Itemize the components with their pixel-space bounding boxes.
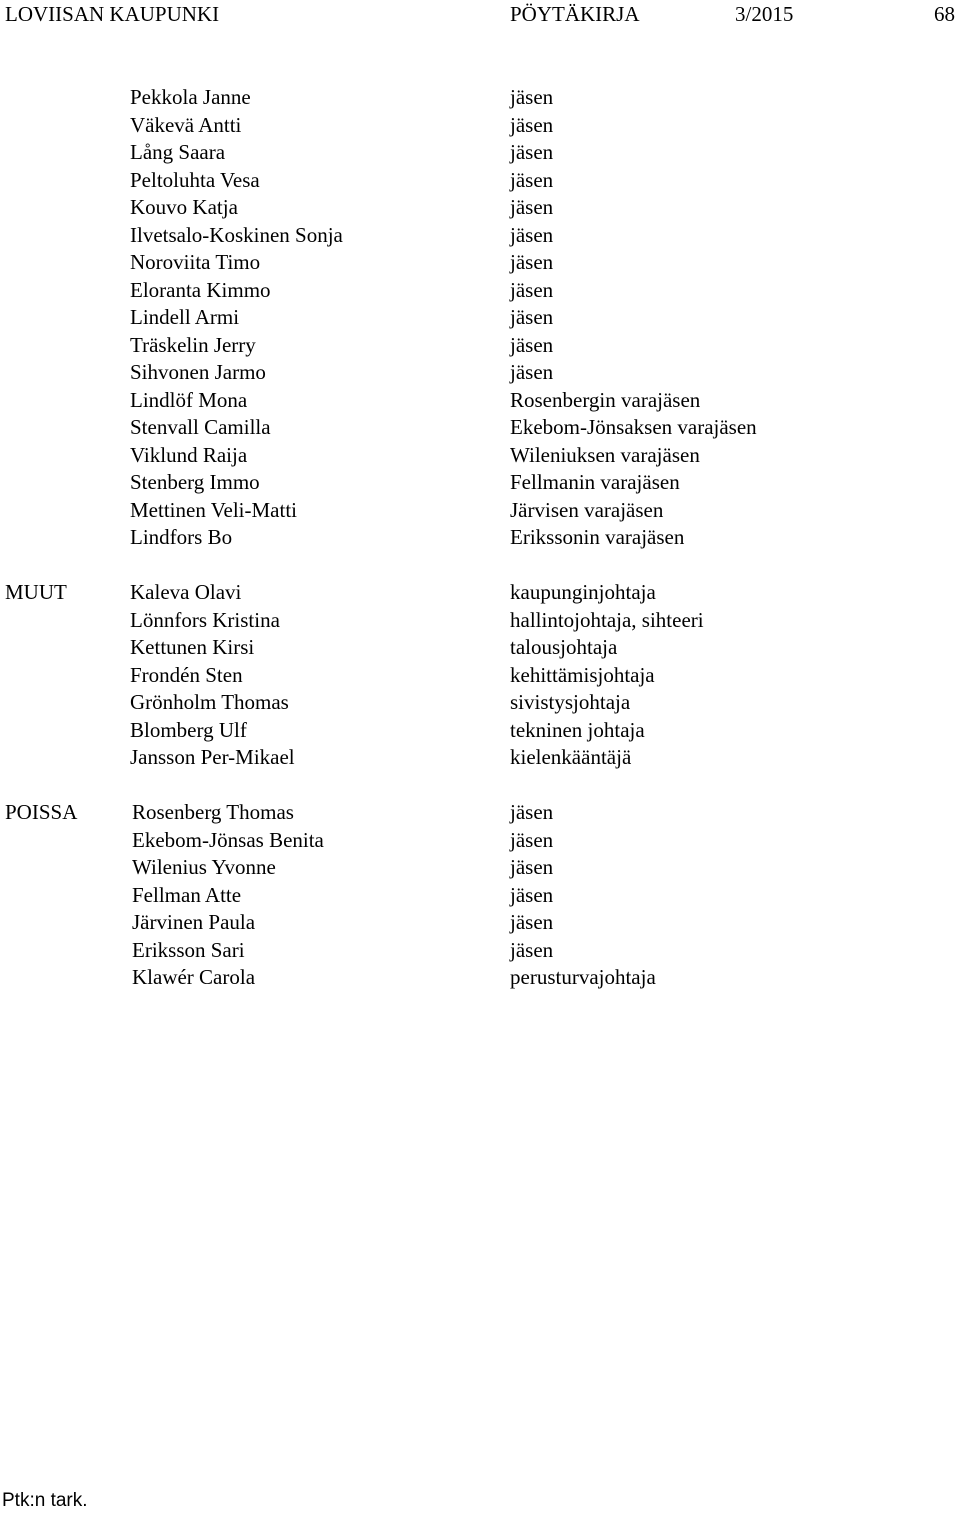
member-row — [0, 524, 960, 552]
other-row — [0, 607, 960, 635]
absent-list — [0, 799, 960, 992]
member-row — [0, 469, 960, 497]
member-name: Noroviita Timo — [130, 250, 261, 274]
absent-row — [0, 964, 960, 992]
member-row — [0, 112, 960, 140]
other-role: kehittämisjohtaja — [510, 662, 655, 687]
member-role: jäsen — [510, 195, 554, 219]
member-name: Peltoluhta Vesa — [130, 167, 260, 192]
absent-row — [0, 882, 960, 910]
absent-name: Ekebom-Jönsas Benita — [132, 827, 324, 852]
absent-name: Wilenius Yvonne — [132, 855, 276, 879]
others-list — [0, 579, 960, 772]
member-row — [0, 332, 960, 360]
absent-row — [0, 827, 960, 855]
absent-role: jäsen — [510, 855, 554, 879]
member-row — [0, 497, 960, 525]
member-name: Pekkola Janne — [130, 85, 251, 109]
other-row — [0, 689, 960, 717]
organization-name: LOVIISAN KAUPUNKI — [5, 2, 220, 26]
page-number: 68 — [934, 2, 955, 26]
member-name: Sihvonen Jarmo — [130, 360, 266, 384]
member-row — [0, 359, 960, 387]
member-role: Rosenbergin varajäsen — [510, 387, 701, 412]
member-role: Järvisen varajäsen — [510, 497, 664, 522]
other-role: tekninen johtaja — [510, 717, 645, 742]
other-role: hallintojohtaja, sihteeri — [510, 607, 704, 632]
member-row — [0, 84, 960, 112]
absent-row — [0, 937, 960, 965]
other-row — [0, 634, 960, 662]
member-name: Lindlöf Mona — [130, 387, 248, 412]
member-row — [0, 139, 960, 167]
other-role: talousjohtaja — [510, 635, 618, 659]
members-list — [0, 84, 960, 552]
absent-name: Rosenberg Thomas — [132, 800, 294, 824]
member-role: Fellmanin varajäsen — [510, 470, 680, 494]
member-role: jäsen — [510, 332, 554, 357]
absent-role: jäsen — [510, 882, 554, 907]
member-row — [0, 304, 960, 332]
other-name: Frondén Sten — [130, 662, 243, 687]
member-row — [0, 277, 960, 305]
member-role: jäsen — [510, 140, 554, 164]
member-role: Erikssonin varajäsen — [510, 525, 685, 549]
other-name: Lönnfors Kristina — [130, 607, 280, 632]
member-name: Kouvo Katja — [130, 195, 238, 219]
other-role: kaupunginjohtaja — [510, 580, 656, 604]
member-row — [0, 249, 960, 277]
absent-name: Eriksson Sari — [132, 937, 245, 962]
absent-name: Järvinen Paula — [132, 910, 256, 934]
absent-role: jäsen — [510, 800, 554, 824]
absent-role: jäsen — [510, 937, 554, 962]
other-row — [0, 662, 960, 690]
member-role: Wileniuksen varajäsen — [510, 442, 700, 467]
member-role: jäsen — [510, 250, 554, 274]
other-row — [0, 717, 960, 745]
member-name: Lång Saara — [130, 140, 226, 164]
member-name: Lindell Armi — [130, 305, 240, 329]
member-name: Väkevä Antti — [130, 112, 242, 137]
section-label-absent: POISSA — [5, 800, 78, 824]
document-number: 3/2015 — [735, 2, 794, 26]
member-row — [0, 387, 960, 415]
member-row — [0, 442, 960, 470]
section-label-others: MUUT — [5, 580, 67, 604]
other-name: Kaleva Olavi — [130, 580, 242, 604]
member-name: Stenvall Camilla — [130, 415, 271, 439]
absent-name: Fellman Atte — [132, 882, 242, 907]
member-row — [0, 194, 960, 222]
member-name: Mettinen Veli-Matti — [130, 497, 298, 522]
absent-name: Klawér Carola — [132, 965, 256, 989]
member-role: jäsen — [510, 85, 554, 109]
other-name: Grönholm Thomas — [130, 690, 289, 714]
member-role: Ekebom-Jönsaksen varajäsen — [510, 415, 757, 439]
member-name: Träskelin Jerry — [130, 332, 256, 357]
member-name: Lindfors Bo — [130, 525, 233, 549]
absent-row — [0, 909, 960, 937]
document-type: PÖYTÄKIRJA — [510, 2, 640, 26]
member-role: jäsen — [510, 167, 554, 192]
member-role: jäsen — [510, 112, 554, 137]
member-role: jäsen — [510, 305, 554, 329]
member-row — [0, 222, 960, 250]
member-row — [0, 167, 960, 195]
absent-role: jäsen — [510, 827, 554, 852]
member-name: Ilvetsalo-Koskinen Sonja — [130, 222, 343, 247]
member-role: jäsen — [510, 222, 554, 247]
member-role: jäsen — [510, 277, 554, 302]
other-row — [0, 579, 960, 607]
minutes-checker-footer: Ptk:n tark. — [2, 1490, 88, 1511]
member-name: Eloranta Kimmo — [130, 277, 271, 302]
other-role: sivistysjohtaja — [510, 690, 631, 714]
absent-row — [0, 799, 960, 827]
member-name: Viklund Raija — [130, 442, 248, 467]
other-name: Jansson Per-Mikael — [130, 745, 295, 769]
other-name: Kettunen Kirsi — [130, 635, 255, 659]
member-role: jäsen — [510, 360, 554, 384]
other-row — [0, 744, 960, 772]
member-row — [0, 414, 960, 442]
absent-row — [0, 854, 960, 882]
absent-role: jäsen — [510, 910, 554, 934]
member-name: Stenberg Immo — [130, 470, 260, 494]
page-header — [0, 0, 960, 28]
other-role: kielenkääntäjä — [510, 745, 632, 769]
other-name: Blomberg Ulf — [130, 717, 247, 742]
absent-role: perusturvajohtaja — [510, 965, 656, 989]
